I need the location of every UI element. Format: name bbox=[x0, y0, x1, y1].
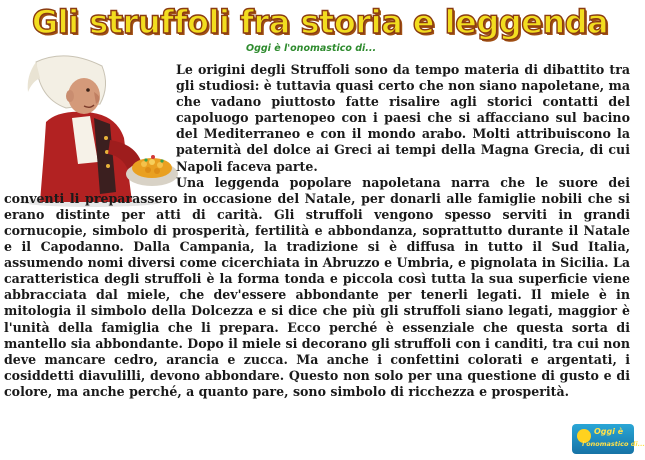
illustration-spacer bbox=[0, 62, 176, 184]
paragraph-legend: Una leggenda popolare napoletana narra che le suore dei conventi li preparassero in occasione del Natale, per donarli alle famiglie nobili che si erano distinte per atti di carità. Gli struffoli vengono spesso serviti in grandi cornucopie, simbolo di prosperità, fertilità e abbondanza, soprattutto durante il Natale e il Capodanno. Dalla Campania, la tradizione si è diffusa in tutto il Sud Italia, assumendo nomi diversi come cicerchiata in Abruzzo e Umbria, e pignolata in Sicilia. La caratteristica degli struffoli è la forma tonda e piccola così tutta la sua superficie viene abbracciata dal miele, che dev'essere abbondante per tenerli legati. Il miele è in mitologia il simbolo della Dolcezza e si dice che più gli struffoli siano legati, maggior è l'unità della famiglia che li prepara. Ecco perché è essenziale che questa sorta di mantello sia abbondante. Dopo il miele si decorano gli struffoli con i canditi, tra cui non deve mancare cedro, arancia e zucca. Ma anche i confettini colorati e argentati, i cosiddetti diavulilli, devono abbondare. Questo non solo per una questione di gusto e di colore, ma anche perché, a quanto pare, sono simbolo di ricchezza e prosperità. bbox=[4, 174, 630, 399]
paragraph-origins: Le origini degli Struffoli sono da tempo materia di dibattito tra gli studiosi: è tuttavia quasi certo che non siano napoletane, ma che vadano piuttosto fatte risalire agli storici contatti del capoluogo partenopeo con i paesi che si affacciano sul bacino del Mediterraneo e con il mondo arabo. Molti attribuiscono la paternità del dolce ai Greci ai tempi della Magna Grecia, di cui Napoli faceva parte. bbox=[176, 62, 630, 174]
onomastico-badge bbox=[572, 424, 645, 454]
page-title: Gli struffoli fra storia e leggenda bbox=[31, 3, 609, 41]
badge-line-1: Oggi è bbox=[594, 427, 624, 436]
article-body bbox=[0, 62, 634, 400]
tagline: Oggi è l'onomastico di... bbox=[246, 43, 377, 54]
badge-line-2: l'onomastico di... bbox=[582, 440, 645, 448]
